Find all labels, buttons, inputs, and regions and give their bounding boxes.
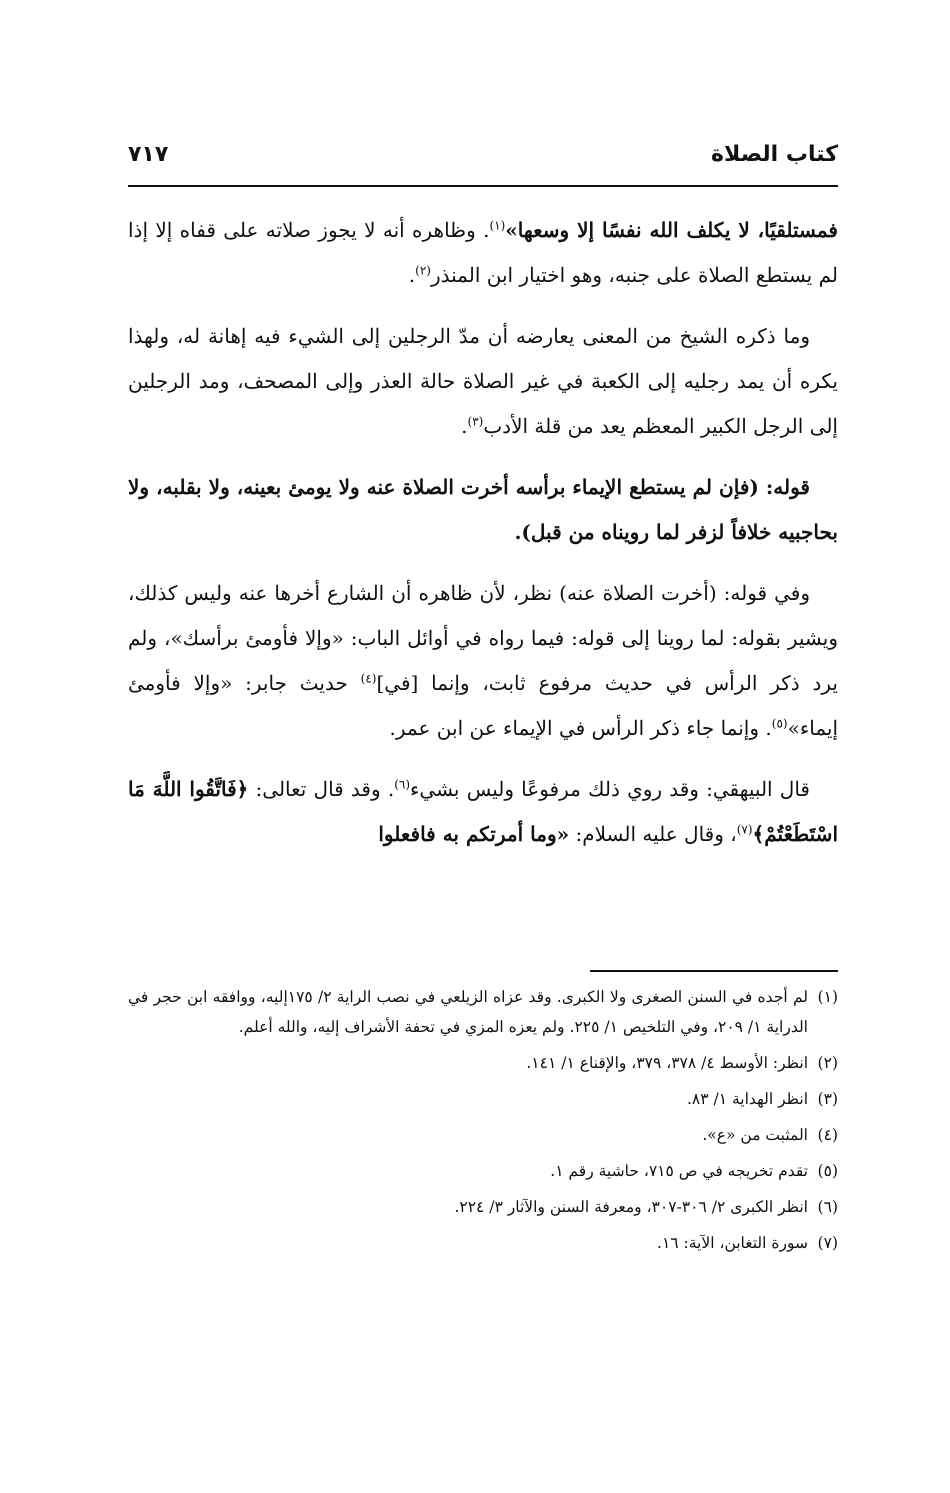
footnote <box>128 1084 838 1114</box>
text-run: . <box>408 263 416 287</box>
text-run: . وإنما جاء ذكر الرأس في الإيماء عن ابن عمر. <box>389 716 772 740</box>
footnote-text: تقدم تخريجه في ص ٧١٥، حاشية رقم ١. <box>550 1162 808 1180</box>
footnote-text: انظر: الأوسط ٤/ ٣٧٨، ٣٧٩، والإقناع ١/ ١٤١. <box>526 1054 808 1072</box>
footnote-text: انظر الهداية ١/ ٨٣. <box>686 1090 808 1108</box>
running-header <box>128 140 838 180</box>
paragraph <box>128 208 838 298</box>
text-run: «وما أمرتكم به فافعلوا <box>378 822 570 846</box>
footnote <box>128 982 838 1042</box>
footnote-text: سورة التغابن، الآية: ١٦. <box>657 1234 808 1252</box>
footnote-marker: (٣) <box>467 414 484 429</box>
footnote-number: (٥) <box>817 1162 838 1180</box>
footnote-number: (٣) <box>817 1090 838 1108</box>
footnote <box>128 1120 838 1150</box>
text-run: قال البيهقي: وقد روي ذلك مرفوعًا وليس بشيء <box>410 777 810 801</box>
text-run: وفي قوله: (أخرت الصلاة عنه) نظر، لأن ظاهره أن الشارع أخرها عنه وليس كذلك، ويشير بقوله: لما روينا إلى قوله: فيما رواه في أوائل الباب: «وإلا فأومئ برأسك»، ولم يرد ذكر الرأس في حديث مرفوع ثابت، وإنما [في] <box>128 581 838 695</box>
footnote-number: (٤) <box>817 1126 838 1144</box>
footnote-text: انظر الكبرى ٢/ ٣٠٦-٣٠٧، ومعرفة السنن والآثار ٣/ ٢٢٤. <box>454 1198 808 1216</box>
main-text <box>128 208 838 873</box>
text-run: . <box>461 414 468 438</box>
text-run: وما ذكره الشيخ من المعنى يعارضه أن مدّ الرجلين إلى الشيء فيه إهانة له، ولهذا يكره أن يمد رجليه إلى الكعبة في غير الصلاة حالة العذر وإلى المصحف، ومد الرجلين إلى الرجل الكبير المعظم يعد من قلة الأدب <box>128 324 838 438</box>
footnote-marker: (٥) <box>771 716 788 731</box>
footnote-number: (١) <box>817 988 838 1006</box>
text-run: . وقد قال تعالى: <box>248 777 395 801</box>
footnote-marker: (٦) <box>394 777 411 792</box>
paragraph <box>128 314 838 449</box>
chapter-title: كتاب الصلاة <box>711 142 838 167</box>
footnote <box>128 1156 838 1186</box>
text-run: فمستلقيًا، لا يكلف الله نفسًا إلا وسعها» <box>505 218 838 242</box>
paragraph <box>128 571 838 751</box>
footnote-marker: (١) <box>489 218 506 233</box>
text-run: ﴿فَاتَّقُوا اللَّهَ مَا اسْتَطَعْتُمْ﴾ <box>128 777 838 846</box>
text-run: ، وقال عليه السلام: <box>569 822 737 846</box>
footnotes <box>128 982 838 1264</box>
footnote-number: (٢) <box>817 1054 838 1072</box>
text-run: حديث جابر: «وإلا فأومئ إيماء» <box>128 671 838 740</box>
footnote-marker: (٤) <box>360 671 377 686</box>
header-divider <box>128 185 838 187</box>
footnote-text: المثبت من «ع». <box>702 1126 808 1144</box>
footnote-text: لم أجده في السنن الصغرى ولا الكبرى. وقد عزاه الزيلعي في نصب الراية ٢/ ١٧٥إليه، ووافقه ابن حجر في الدراية ١/ ٢٠٩، وفي التلخيص ١/ ٢٢٥. ولم يعزه المزي في تحفة الأشراف إليه، والله أعلم. <box>128 988 808 1036</box>
footnote <box>128 1048 838 1078</box>
footnote-divider <box>590 970 838 972</box>
footnote <box>128 1192 838 1222</box>
footnote-number: (٦) <box>817 1198 838 1216</box>
paragraph <box>128 465 838 555</box>
footnote-marker: (٧) <box>736 822 753 837</box>
text-run: . وظاهره أنه لا يجوز صلاته على قفاه إلا إذا لم يستطع الصلاة على جنبه، وهو اختيار ابن المنذر <box>128 218 838 287</box>
footnote <box>128 1228 838 1258</box>
paragraph <box>128 767 838 857</box>
footnote-marker: (٢) <box>415 263 431 278</box>
page-number: ٧١٧ <box>128 142 169 167</box>
text-run: قوله: (فإن لم يستطع الإيماء برأسه أخرت الصلاة عنه ولا يومئ بعينه، ولا بقلبه، ولا بحاجبيه خلافاً لزفر لما رويناه من قبل). <box>128 475 838 544</box>
footnote-number: (٧) <box>817 1234 838 1252</box>
